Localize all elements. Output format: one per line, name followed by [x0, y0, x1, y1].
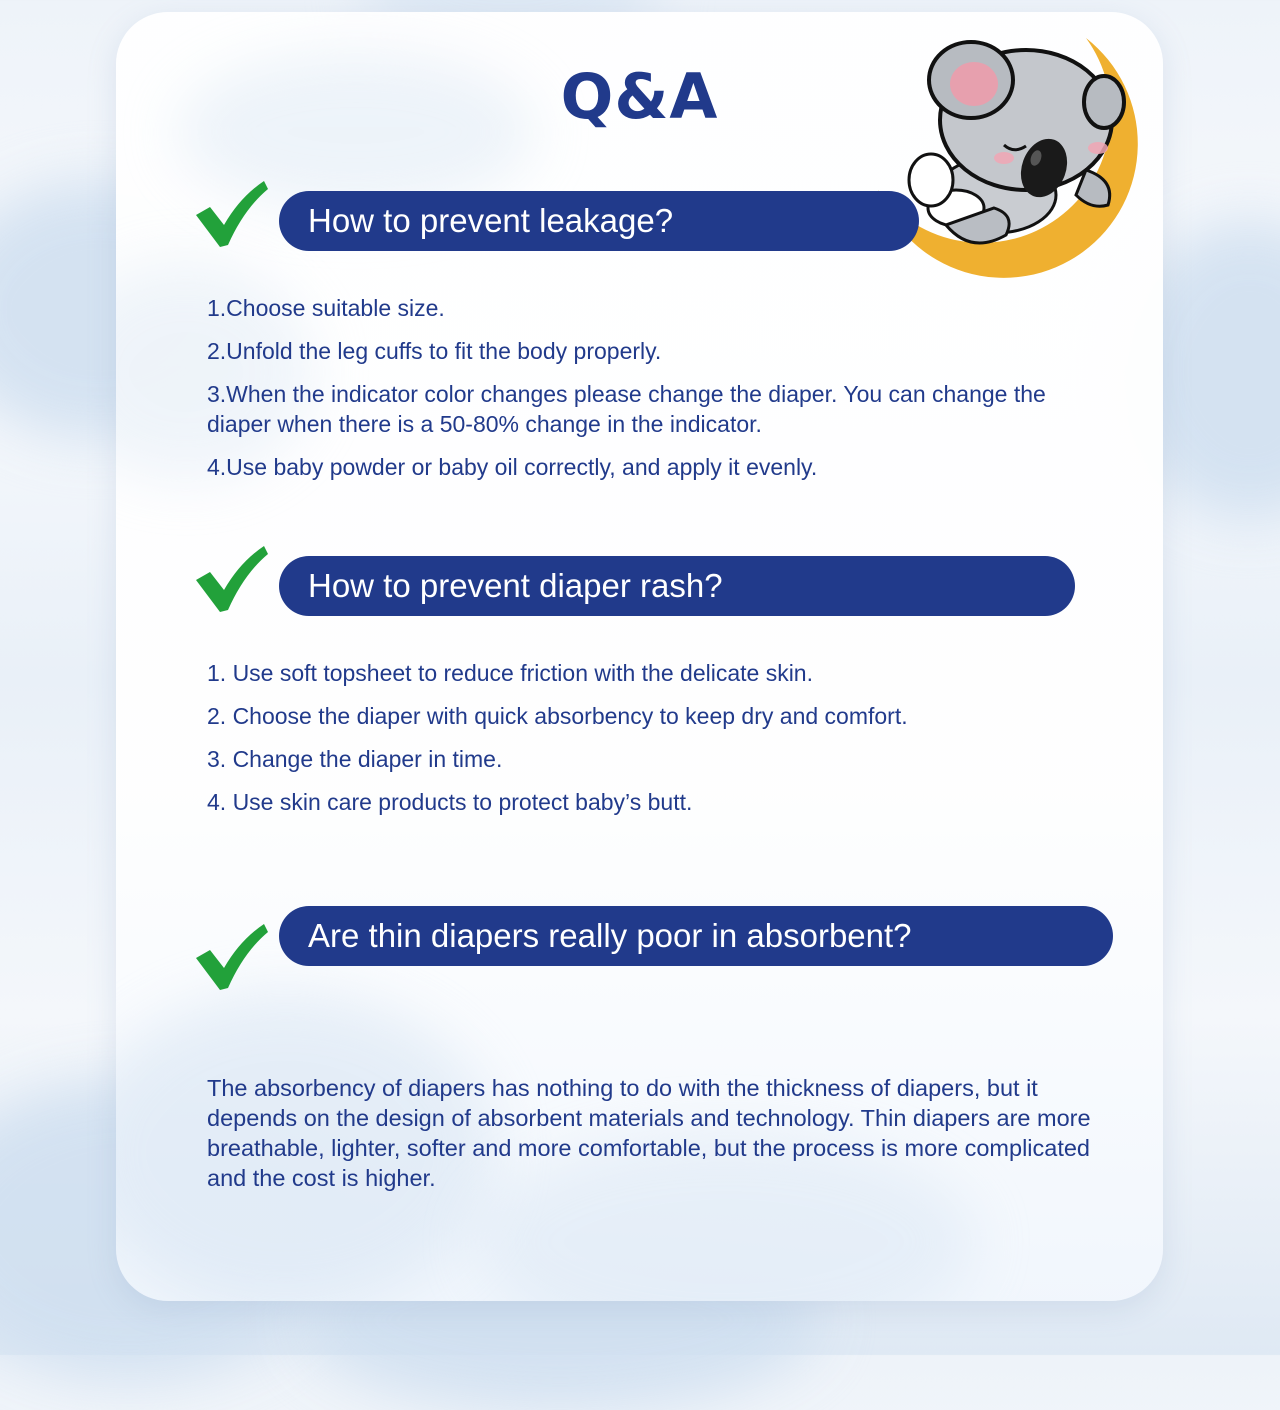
- check-icon: [192, 544, 268, 614]
- page-title: Q&A: [560, 60, 719, 133]
- qa-card: [116, 12, 1163, 1301]
- answer-thin-diapers: The absorbency of diapers has nothing to do with the thickness of diapers, but it depends on the design of absorbent materials and technology. Thin diapers are more breathable, lighter, softer and more comfortable, but the process is more complicated and the cost is higher.: [207, 1075, 1091, 1191]
- answer-item: 4.Use baby powder or baby oil correctly, and apply it evenly.: [207, 454, 818, 480]
- answer-item: 1. Use soft topsheet to reduce friction with the delicate skin.: [207, 660, 813, 686]
- answer-item: 1.Choose suitable size.: [207, 295, 445, 321]
- check-icon: [192, 922, 268, 992]
- answer-item: 3.When the indicator color changes please change the diaper. You can change the diaper when there is a 50-80% change in the indicator.: [207, 381, 1046, 437]
- answer-list-leakage: [207, 293, 1107, 495]
- answer-item: 4. Use skin care products to protect baby’s butt.: [207, 789, 693, 815]
- answer-list-diaper-rash: [207, 658, 1107, 830]
- check-icon: [192, 179, 268, 249]
- answer-item: 3. Change the diaper in time.: [207, 746, 503, 772]
- question-thin-diapers: Are thin diapers really poor in absorbent?: [279, 906, 1113, 966]
- koala-moon-illustration: [876, 30, 1151, 302]
- question-diaper-rash: How to prevent diaper rash?: [279, 556, 1075, 616]
- answer-item: 2.Unfold the leg cuffs to fit the body properly.: [207, 338, 662, 364]
- question-leakage: How to prevent leakage?: [279, 191, 919, 251]
- answer-item: 2. Choose the diaper with quick absorbency to keep dry and comfort.: [207, 703, 908, 729]
